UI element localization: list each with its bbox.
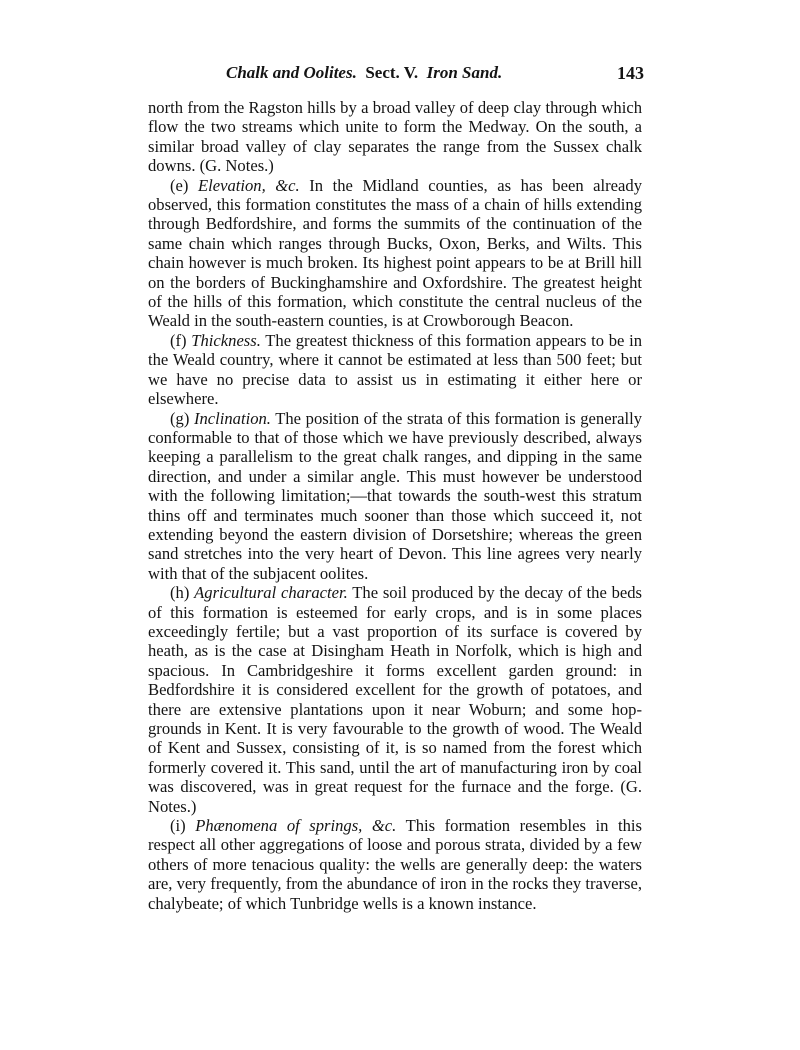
running-head-part1: Chalk and Oolites. — [226, 63, 357, 82]
page-number: 143 — [617, 63, 644, 83]
book-page — [148, 62, 642, 913]
paragraph-heading: Phænomena of springs, &c. — [195, 816, 397, 836]
paragraph-text: north from the Ragston hills by a broad valley of deep clay through which flow the two streams which unite to form the Medway. On the south, a similar broad valley of clay separates the range from the Sussex chalk downs. (G. Notes.) — [148, 98, 642, 176]
paragraph-label: (g) — [170, 408, 190, 428]
paragraph-label: (f) — [170, 330, 187, 350]
running-head-part3: Iron Sand. — [426, 63, 503, 82]
paragraph-text: In the Midland counties, as has been already observed, this formation constitutes the mass of a chain of hills extending through Bedfordshire, and forms the summits of the continuation of the same chain which ranges through Bucks, Oxon, Berks, and Wilts. This chain however is much broken. Its highest point appears to be at Brill hill on the borders of Buckinghamshire and Oxfordshire. The greatest height of the hills of this formation, which constitute the central nucleus of the Weald in the south-eastern counties, is at Crowborough Beacon. — [148, 175, 643, 331]
paragraph-heading: Thickness. — [191, 330, 261, 350]
paragraph-label: (h) — [170, 583, 190, 603]
paragraph-inclination — [148, 409, 642, 584]
paragraph-label: (i) — [170, 816, 186, 836]
paragraph-agricultural-character — [148, 583, 642, 816]
paragraph-label: (e) — [170, 175, 189, 195]
paragraph-elevation — [148, 176, 642, 331]
paragraph-text: The position of the strata of this formation is generally conformable to that of those which we have previously described, always keeping a parallelism to the great chalk ranges, and dipping in the same direction, and under a similar angle. This must however be understood with the following limitation;—that towards the south-west this stratum thins off and terminates much sooner than those which succeed it, not extending beyond the eastern division of Dorsetshire; whereas the green sand stretches into the very heart of Devon. This line agrees very nearly with that of the subjacent oolites. — [148, 408, 642, 583]
paragraph-text: This formation resembles in this respect all other aggregations of loose and porous strata, divided by a few others of more tenacious quality: the wells are generally deep: the waters are, very frequently, from the abundance of iron in the rocks they traverse, chalybeate; of which Tunbridge wells is a known instance. — [148, 816, 642, 913]
paragraph-heading: Elevation, &c. — [197, 175, 300, 195]
running-head — [148, 62, 642, 88]
running-head-title — [226, 62, 502, 84]
paragraph-heading: Agricultural character. — [194, 583, 348, 603]
paragraph-text: The greatest thickness of this formation appears to be in the Weald country, where it cannot be estimated at less than 500 feet; but we have no precise data to assist us in estimating it either here or elsewhere. — [148, 330, 642, 409]
running-head-part2: Sect. V. — [365, 63, 419, 82]
paragraph-text: The soil produced by the decay of the beds of this formation is esteemed for early crops, and is in some places exceedingly fertile; but a vast proportion of its surface is covered by heath, as is the case at Disingham Heath in Norfolk, which is high and spacious. In Cambridgeshire it forms excellent garden ground: in Bedfordshire it is considered excellent for the growth of potatoes, and there are extensive plantations upon it near Woburn; and some hop-grounds in Kent. It is very favourable to the growth of wood. The Weald of Kent and Sussex, consisting of it, is so named from the forest which formerly covered it. This sand, until the art of manufacturing iron by coal was discovered, was in great request for the furnace and the forge. (G. Notes.) — [148, 583, 642, 816]
paragraph-springs — [148, 816, 642, 913]
body-text — [148, 98, 642, 913]
paragraph-continuation — [148, 98, 642, 176]
paragraph-heading: Inclination. — [193, 408, 271, 428]
paragraph-thickness — [148, 331, 642, 409]
